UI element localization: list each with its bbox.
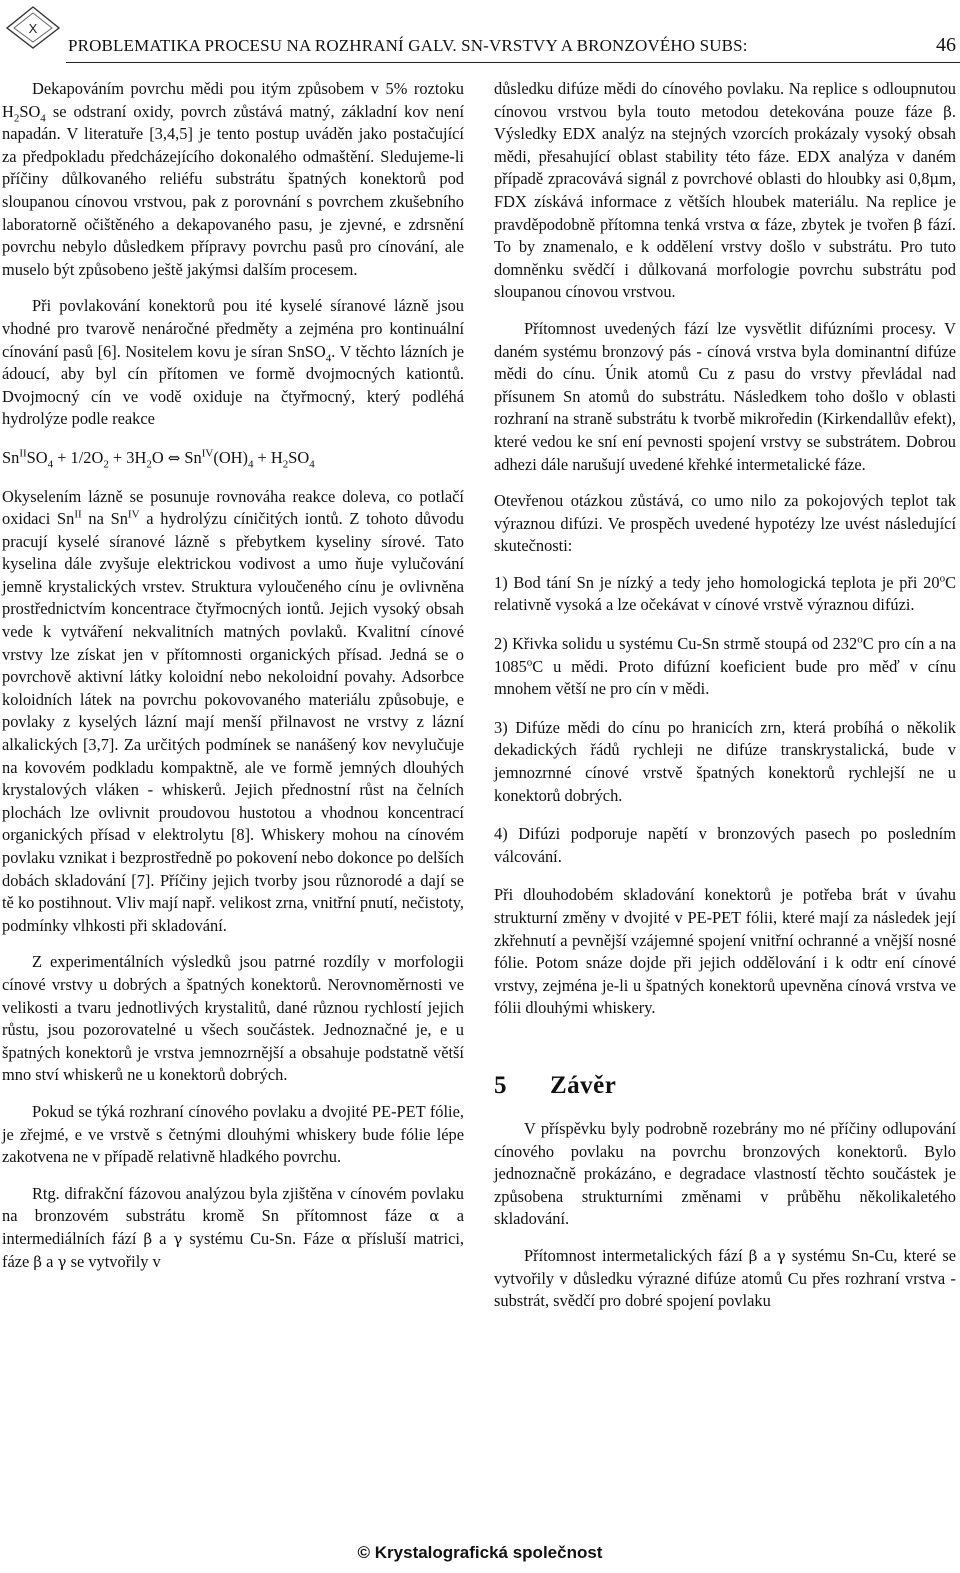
running-header-title: PROBLEMATIKA PROCESU NA ROZHRANÍ GALV. SN-VRSTVY A BRONZOVÉHO SUBS:	[68, 36, 748, 55]
equilibrium-arrow-icon: ⇔	[167, 448, 181, 467]
paragraph-pe-pet-interface: Pokud se týká rozhraní cínového povlaku a dvojité PE-PET fólie, je zřejmé, e ve vrstvě s četnými dlouhými whiskery bude fólie lépe zakotvena ne v případě relativně hladkého povrchu.	[2, 1101, 464, 1167]
page-number: 46	[936, 34, 956, 56]
paragraph-conclusion: V příspěvku byly podrobně rozebrány mo né příčiny odlupování cínového povlaku na povrchu bronzových konektorů. Bylo jednoznačně prokázáno, e degradace vlastností těchto součástek je způsobena strukturními změnami v průběhu několikaletého skladování.	[494, 1118, 956, 1229]
header-divider	[66, 62, 960, 63]
paragraph-experimental-results: Z experimentálních výsledků jsou patrné rozdíly v morfologii cínové vrstvy u dobrých a špatných konektorů. Nerovnoměrnosti ve velikosti a tvaru jednotlivých krystalitů, dané různou rychlostí jejich růstu, jsou pozorovatelné u všech součástek. Jednoznačné je, e u špatných konektorů je vrstva jemnozrnější a obsahuje podstatně větší mno ství whiskerů ne u konektorů dobrých.	[2, 952, 464, 1085]
section-heading-conclusion: 5 Závěr	[494, 1071, 617, 1099]
paragraph-dekapovani: Dekapováním povrchu mědi pou itým způsobem v 5% roztoku $H_2SO_4$ se odstraní oxidy, povrch zůstává matný, základní kov není napadán. V literatuře [3,4,5] je tento postup uváděn jako postačující za předpokladu předcházejícího dokonalého odmaštění. Sledujeme-li příčiny důlkovaného reliéfu substrátu špatných konektorů pod sloupanou cínovou vrstvou, pak z porovnání s povrchem zkušebního laboratorně očištěného a dekapovaného pasu, je zjevné, e zdrsnění povrchu nebylo důsledkem přípravy povrchu pasů pro cínování, ale muselo být způsobeno ještě jakýmsi dalším procesem.	[2, 79, 464, 279]
footer-copyright: © Krystalografická společnost	[357, 1543, 603, 1562]
list-item-solidus-curve: 2) Křivka solidu u systému Cu-Sn strmě stoupá od 232$^o$C pro cín a na 1085$^o$C u mědi. Proto difúzní koeficient bude pro měď v cínu mnohem větší ne pro cín v mědi.	[494, 633, 956, 699]
paragraph-diffusion-replica: důsledku difúze mědi do cínového povlaku. Na replice s odloupnutou cínovou vrstvou byla touto metodou detekována pouze fáze β. Výsledky EDX analýz na stejných vzorcích prokázaly vysoký obsah mědi, přesahující oblast stability této fáze. EDX analýza v daném případě zpracovává signál z povrchové oblasti do hloubky asi 0,8μm, FDX získává informace z větších hloubek materiálu. Na replice je pravděpodobně přítomna tenká vrstva α fáze, zbytek je tvořen β fází. To by znamenalo, e k oddělení vrstvy došlo v substrátu. Pro tuto domněnku svědčí i důlkovaná morfologie povrchu substrátu pod sloupanou cínovou vrstvou.	[494, 79, 956, 302]
paragraph-phase-presence: Přítomnost uvedených fází lze vysvětlit difúzními procesy. V daném systému bronzový pás - cínová vrstva byla dominantní difúze mědi do cínu. Únik atomů Cu z pasu do vrstvy převládal nad přísunem Sn atomů do substrátu. Následkem toho došlo v oblasti rozhraní na straně substrátu k tvorbě mikroředin (Kirkendallův efekt), které vedou ke sní ení pevnosti spojení vrstvy se substrátem. Dobrou adhezi dále narušují uvedené křehké intermetalické fáze.	[494, 318, 956, 474]
paragraph-povlakovani: Při povlakování konektorů pou ité kyselé síranové lázně jsou vhodné pro tvarově nenáročné předměty a zejména pro kontinuální cínování pasů [6]. Nositelem kovu je síran SnSO$_4$. V těchto lázních je ádoucí, aby byl cín přítomen ve formě dvojmocných kationtů. Dvojmocný cín ve vodě oxiduje na čtyřmocný, který podléhá hydrolýze podle reakce	[2, 296, 464, 429]
list-item-melting-point: 1) Bod tání Sn je nízký a tedy jeho homologická teplota je při 20$^o$C relativně vysoká a lze očekávat v cínové vrstvě výraznou difúzi.	[494, 572, 956, 615]
list-item-stress: 4) Difúzi podporuje napětí v bronzových pasech po posledním válcování.	[494, 824, 956, 866]
paragraph-xray-analysis: Rtg. difrakční fázovou analýzou byla zjištěna v cínovém povlaku na bronzovém substrátu kromě Sn přítomnost fáze α a intermediálních fází β a γ systému Cu-Sn. Fáze α přísluší matrici, fáze β a γ se vytvořily v	[2, 1183, 465, 1271]
reaction-equation: $Sn^{II}SO_4 + 1/2O_2 + 3H_2O$ ⇔ $Sn^{IV}(OH)_4 + H_2SO_4$	[2, 447, 315, 471]
list-item-grain-boundary: 3) Difúze mědi do cínu po hranicích zrn, která probíhá o několik dekadických řádů rychleji ne difúze transkrystalická, bude v jemnozrnné cínové vrstvě špatných konektorů rychlejší ne u konektorů dobrých.	[494, 717, 956, 805]
paragraph-open-question: Otevřenou otázkou zůstává, co umo nilo za pokojových teplot tak výraznou difúzi. Ve prospěch uvedené hypotézy lze uvést následující skutečnosti:	[494, 491, 956, 556]
society-logo	[4, 4, 62, 50]
logo-letter: X	[28, 21, 38, 36]
right-column	[494, 78, 956, 1327]
left-column	[2, 78, 464, 1287]
paragraph-intermetallic: Přítomnost intermetalických fází β a γ systému Sn-Cu, které se vytvořily v důsledku výrazné difúze atomů Cu přes rozhraní vrstva - substrát, svědčí pro dobré spojení povlaku	[494, 1245, 956, 1311]
paragraph-okyseleni: Okyselením lázně se posunuje rovnováha reakce doleva, co potlačí oxidaci $Sn^{II}$ na $Sn^{IV}$ a hydrolýzu cíničitých iontů. Z tohoto důvodu pracují kyselé síranové lázně s přebytkem kyseliny sírové. Tato kyselina dále zvyšuje elektrickou vodivost a umo ňuje vylučování jemně krystalických vrstev. Struktura vyloučeného cínu je ovlivněna prostřednictvím koncentrace čtyřmocných iontů. Jejich vysoký obsah vede k vytváření nekvalitních matných povlaků. Kvalitní cínové vrstvy lze získat jen v přítomnosti organických přísad. Jedná se o povrchově aktivní látky koloidní nebo nekoloidní povahy. Adsorbce koloidních látek na povrchu pokovovaného materiálu způsobuje, e povlaky z kyselých lázní mají menší přilnavost ne vrstvy z lázní alkalických [3,7]. Za určitých podmínek se nanášený kov nevylučuje na kovovém podkladu kompaktně, ale ve formě jemných dlouhých krystalových vláken - whiskerů. Jejich přednostní růst na čelních plochách lze ovlivnit proudovou hustotou a vhodnou koncentrací organických přísad v elektrolytu [8]. Whiskery mohou na cínovém povlaku vznikat i bezprostředně po pokovení nebo dokonce po delších dobách skladování [7]. Příčiny jejich tvorby jsou různorodé a dají se tě ko postihnout. Vliv mají např. velikost zrna, vnitřní pnutí, nečistoty, podmínky vlhkosti při skladování.	[2, 486, 465, 935]
paragraph-storage: Při dlouhodobém skladování konektorů je potřeba brát v úvahu strukturní změny v dvojité v PE-PET fólii, které mají za následek její zkřehnutí a pevnější vzájemné spojení vnitřní ochranné a vnější nosné fólie. Potom snáze dojde při jejich oddělování i k odtr ení cínové vrstvy, zejména je-li u špatných konektorů upevněna cínová vrstva ve fólii dlouhými whiskery.	[494, 885, 956, 1018]
